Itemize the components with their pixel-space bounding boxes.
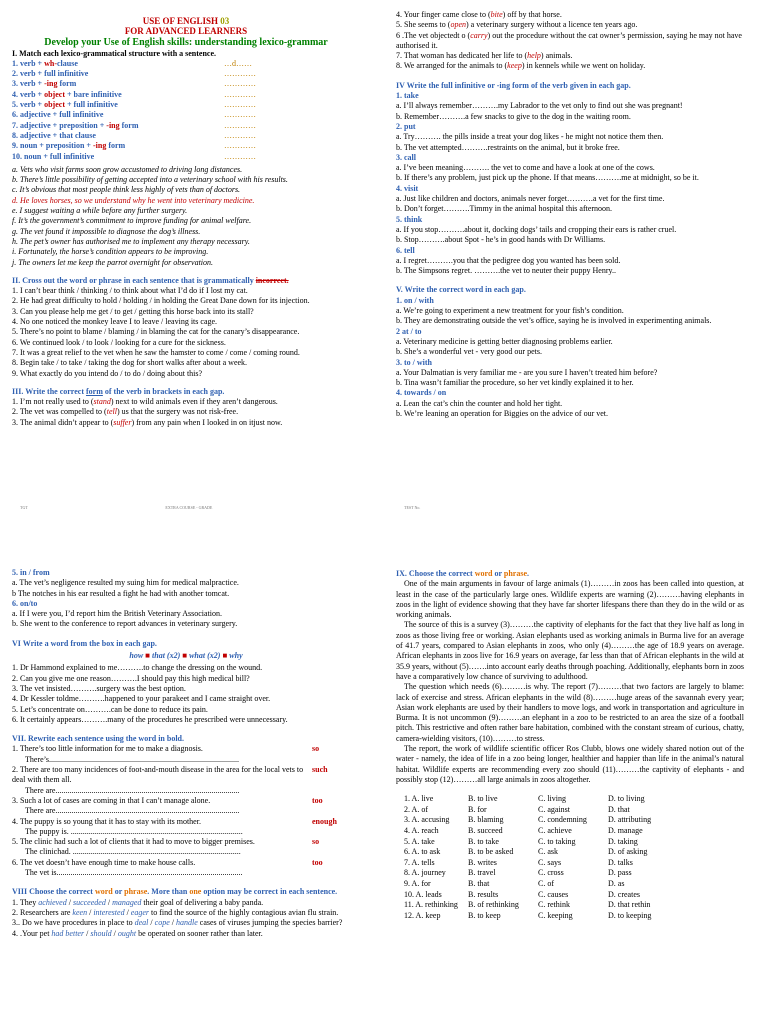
group-heading: 5. in / from — [12, 568, 50, 577]
section-6-items — [12, 663, 360, 725]
worksheet-title: USE OF ENGLISH 03 — [142, 16, 230, 26]
section-3-items-a — [12, 397, 360, 428]
answer-option: C. keeping — [538, 910, 573, 920]
exercise-item: b. They are demonstrating outside the vet’s office, saying he is involved in experimenting animals. — [396, 316, 712, 326]
verb-in-brackets: bite — [490, 10, 503, 19]
rewrite-item — [12, 817, 360, 838]
item-text: ) next to wild animals even if they aren’t dangerous. — [110, 397, 278, 407]
item-text: 5. The clinic had such a lot of clients that it had to move to bigger premises. — [12, 837, 255, 847]
structure-highlight: -ing — [106, 120, 120, 130]
answer-option: D. as — [608, 878, 625, 888]
structure-label — [12, 152, 224, 162]
structure-row — [12, 79, 360, 89]
item-text: 5. She seems to ( — [396, 20, 451, 30]
exercise-item: a. Lean the cat’s chin the counter and hold her tight. — [396, 398, 563, 408]
answer-option: 9. A. for — [404, 878, 431, 888]
answer-option: D. to keeping — [608, 910, 652, 920]
item-text: 7. That woman has dedicated her life to ( — [396, 51, 528, 61]
answer-option: B. to keep — [468, 910, 501, 920]
exercise-item: 2. He had great difficulty to hold / holding / in holding the Great Dane down for its injection. — [12, 296, 310, 306]
separator: / — [105, 897, 113, 907]
structure-highlight: object — [44, 89, 65, 99]
group-heading: 6. on/to — [12, 598, 38, 608]
answer-option: B. results — [468, 889, 499, 899]
item-text: 4. .Your pet — [12, 928, 52, 938]
item-text: ) in kennels while we went on holiday. — [521, 61, 646, 71]
page-footer-right: TEST No. — [404, 505, 421, 510]
structure-text: 3. verb + — [12, 79, 45, 89]
separator: / — [169, 918, 176, 928]
answer-option: 8. A. journey — [404, 868, 446, 878]
separator: / — [87, 907, 94, 917]
box-word: why — [229, 651, 243, 661]
structure-label — [12, 121, 224, 131]
exercise-item: 8. Begin take / to take / taking the dog for short walks after about a week. — [12, 358, 248, 368]
answer-option: C. causes — [538, 889, 569, 899]
sentence: j. The owners let me keep the parrot overnight for observation. — [12, 257, 214, 267]
structure-row — [12, 131, 360, 141]
answer-blank: ………… — [224, 151, 256, 161]
structure-text: + full infinitive — [65, 100, 118, 110]
sentence: h. The pet’s owner has authorised me to implement any therapy necessary. — [12, 236, 250, 246]
page-top-right — [384, 0, 748, 512]
answer-option: D. manage — [608, 826, 643, 836]
answer-option: 6. A. to ask — [404, 847, 441, 857]
sentence: c. It’s obvious that most people think less highly of vets than of doctors. — [12, 185, 241, 195]
structure-text: + bare infinitive — [65, 89, 122, 99]
box-word: that (x2) — [152, 651, 181, 661]
structure-row — [12, 152, 360, 162]
exercise-item: 6. We continued look / to look / looking for a cure for the sickness. — [12, 337, 226, 347]
answer-option: C. achieve — [538, 826, 572, 836]
answer-option: B. to be asked — [468, 847, 514, 857]
passage-paragraph-1: One of the main arguments in favour of large animals (1)………in zoos has been called into question, at least in the case of the particularly large ones. Wildlife experts are warning (2)………having elephants in zoos in the light of evidence showing that they have far shorter lifespans there than they do in the wild or as working animals. — [396, 579, 744, 620]
structure-text: 10. noun + full infinitive — [12, 151, 95, 161]
group-heading: 2 at / to — [396, 326, 422, 336]
key-word: such — [312, 765, 328, 775]
passage-paragraph-3: The question which needs (6)………is why. The report (7)………that two factors are largely to blame: lack of exercise and stress. African elephants in the wild (8)………huge areas of the savannah every year; Asian work elephants are used by their handlers to move logs, and work in transportation and agriculture in Burma. It is not uncommon (9)………an elephant in a zoo to be restricted to an area the size of a football pitch. This restrictive and often rather bare habitation, combined with the constant stream of curious, chatty, camera-wielding visitors, (10)………to stress. — [396, 682, 744, 743]
exercise-item: b. Don’t forget……….Timmy in the animal hospital this afternoon. — [396, 204, 613, 214]
separator: / — [84, 928, 91, 938]
rewrite-item — [12, 744, 360, 765]
structure-label — [12, 131, 224, 141]
answer-option: B. travel — [468, 868, 496, 878]
option: ought — [117, 928, 137, 938]
answer-option: 11. A. rethinking — [404, 900, 458, 910]
exercise-item: a. Your Dalmatian is very familiar me - are you sure I haven’t treated him before? — [396, 367, 658, 377]
answer-option: B. for — [468, 804, 487, 814]
separator: / — [148, 918, 155, 928]
group-heading: 4. visit — [396, 183, 419, 193]
item-text: 6. The vet doesn’t have enough time to make house calls. — [12, 857, 196, 867]
exercise-item: 5. Let’s concentrate on……….can be done to reduce its pain. — [12, 704, 208, 714]
exercise-item: b. We’re leaning an operation for Biggies on the advice of our vet. — [396, 408, 609, 418]
answer-option: B. blaming — [468, 815, 504, 825]
answer-option: 4. A. reach — [404, 826, 439, 836]
answer-option: C. ask — [538, 847, 558, 857]
answer-option: 5. A. take — [404, 836, 435, 846]
exercise-item — [396, 51, 744, 61]
exercise-item — [12, 908, 360, 918]
answer-option: C. says — [538, 857, 562, 867]
answer-option: C. rethink — [538, 900, 570, 910]
answer-option: D. that rethin — [608, 900, 651, 910]
answer-option: C. living — [538, 794, 567, 804]
section-5-items-a — [396, 296, 744, 420]
worksheet-heading: Develop your Use of English skills: understanding lexico-grammar — [44, 36, 328, 48]
answer-option: D. pass — [608, 868, 632, 878]
structure-label — [12, 100, 224, 110]
item-text: 1. There’s too little information for me to make a diagnosis. — [12, 744, 203, 754]
rewrite-item — [12, 796, 360, 817]
exercise-item: 9. What exactly do you intend do / to do / doing about this? — [12, 368, 203, 378]
answer-option: D. creates — [608, 889, 640, 899]
answer-option: 1. A. live — [404, 794, 434, 804]
structure-text: 6. adjective + full infinitive — [12, 110, 104, 120]
answer-option: C. to taking — [538, 836, 576, 846]
item-text: 1. I’m not really used to ( — [12, 397, 94, 407]
exercise-item: 1. I can’t bear think / thinking / to think about what I’d do if I lost my cat. — [12, 286, 248, 296]
answer-option: D. that — [608, 804, 630, 814]
item-text: 4. Your finger came close to ( — [396, 10, 491, 19]
answer-option: B. succeed — [468, 826, 503, 836]
exercise-item: a. The vet’s negligence resulted my suing him for medical malpractice. — [12, 578, 239, 588]
option: managed — [112, 897, 142, 907]
exercise-item: b. The vet attempted……….restraints on the animal, but it broke free. — [396, 142, 620, 152]
answer-option: C. against — [538, 804, 570, 814]
page-top-left — [0, 0, 364, 512]
separator: ■ — [143, 651, 153, 661]
group-heading: 6. tell — [396, 245, 415, 255]
exercise-item: 4. Dr Kessler toldme……….happened to your parakeet and I came straight over. — [12, 694, 271, 704]
word-box — [12, 651, 360, 661]
structure-label — [12, 79, 224, 89]
separator: / — [111, 928, 118, 938]
group-heading: 3. call — [396, 152, 416, 162]
option: eager — [130, 907, 150, 917]
answer-blank: ………… — [224, 120, 256, 130]
sentence: f. It’s the government’s commitment to improve funding for animal welfare. — [12, 216, 252, 226]
sentence: g. The vet found it impossible to diagnose the dog’s illness. — [12, 226, 201, 236]
exercise-item: 6. It certainly appears……….many of the procedures he prescribed were unnecessary. — [12, 714, 288, 724]
answer-option: 3. A. accusing — [404, 815, 450, 825]
exercise-item: 5. There’s no point to blame / blaming / in blaming the cat for the canary’s disappearance. — [12, 327, 300, 337]
group-heading: 3. to / with — [396, 357, 432, 367]
exercise-item — [396, 31, 744, 52]
exercise-item: b. Tina wasn’t familiar the procedure, so her vet kindly explained it to her. — [396, 378, 634, 388]
sentence: d. He loves horses, so we understand why he went into veterinary medicine. — [12, 195, 255, 205]
box-word: how — [129, 651, 144, 661]
item-text: 8. We arranged for the animals to ( — [396, 61, 508, 71]
answer-option: C. condemning — [538, 815, 587, 825]
structure-row — [12, 69, 360, 79]
exercise-item: b. If there’s any problem, just pick up the phone. If that means……….me at midnight, so be it. — [396, 173, 699, 183]
key-word: too — [312, 795, 323, 805]
answer-line: The puppy is. ...................................................................................... — [25, 826, 243, 836]
answer-line: There are............................................................................................ — [25, 806, 240, 816]
answer-blank: ………… — [224, 100, 256, 110]
structure-text: form — [57, 79, 77, 89]
box-word: what (x2) — [189, 651, 221, 661]
section-4-items — [396, 91, 744, 276]
item-text: 1. They — [12, 897, 39, 907]
answer-blank: ………… — [224, 110, 256, 120]
verb-in-brackets: suffer — [113, 417, 132, 427]
exercise-item — [12, 898, 360, 908]
exercise-item: b. She went to the conference to report advances in veterinary surgery. — [12, 619, 238, 629]
item-text: 3.. Do we have procedures in place to — [12, 918, 135, 928]
verb-in-brackets: tell — [106, 407, 117, 417]
exercise-item: b. Stop……….about Spot - he’s in good hands with Dr Williams. — [396, 235, 606, 245]
structure-label — [12, 110, 224, 120]
answer-option: B. to take — [468, 836, 499, 846]
section-9-title: IX. Choose the correct word or phrase. — [396, 569, 530, 578]
key-word: so — [312, 744, 320, 754]
group-heading: 5. think — [396, 214, 423, 224]
answer-option: B. to live — [468, 794, 498, 804]
item-text: 6 .The vet objectedt o ( — [396, 30, 471, 40]
section-8-items — [12, 898, 360, 939]
item-text: 2. Researchers are — [12, 907, 73, 917]
option: interested — [93, 907, 125, 917]
item-text: their goal of delivering a baby panda. — [141, 897, 264, 907]
structure-row — [12, 141, 360, 151]
item-text: ) a veterinary surgery without a licence ten years ago. — [466, 20, 638, 30]
exercise-item — [12, 407, 360, 417]
answer-blank: ………… — [224, 79, 256, 89]
structure-text: form — [106, 141, 126, 151]
structure-list — [12, 59, 360, 162]
exercise-item: a. Veterinary medicine is getting better diagnosing problems earlier. — [396, 336, 613, 346]
structure-text: 4. verb + — [12, 89, 45, 99]
key-word: too — [312, 857, 323, 867]
structure-highlight: -ing — [93, 141, 107, 151]
section-2-items — [12, 286, 360, 379]
option: cope — [154, 918, 170, 928]
sentence: i. Fortunately, the horse’s condition appears to be improving. — [12, 247, 209, 257]
exercise-item: b. She’s a wonderful vet - very good our pets. — [396, 347, 542, 357]
answer-option: C. cross — [538, 868, 564, 878]
verb-in-brackets: stand — [93, 397, 111, 407]
answer-option: B. that — [468, 878, 490, 888]
separator: ■ — [220, 651, 230, 661]
exercise-item: a. I’ll always remember……….my Labrador to the vet only to find out she was pregnant! — [396, 101, 683, 111]
exercise-item — [12, 397, 360, 407]
structure-label — [12, 90, 224, 100]
answer-option: D. of asking — [608, 847, 648, 857]
group-heading: 4. towards / on — [396, 388, 447, 398]
answer-blank: …d…… — [224, 58, 252, 68]
exercise-item — [396, 61, 744, 71]
exercise-item: b. The Simpsons regret. ……….the vet to neuter their puppy Henry.. — [396, 266, 616, 276]
answer-option: D. taking — [608, 836, 638, 846]
structure-row — [12, 90, 360, 100]
item-text: 4. The puppy is so young that it has to stay with its mother. — [12, 816, 201, 826]
structure-text: 7. adjective + preposition + — [12, 120, 107, 130]
rewrite-item — [12, 765, 360, 796]
exercise-item — [396, 10, 744, 20]
section-7-items — [12, 744, 360, 878]
structure-text: clause — [57, 58, 78, 68]
key-word: so — [312, 837, 320, 847]
exercise-item: a. Just like children and doctors, animals never forget……….a vet for the first time. — [396, 194, 665, 204]
answer-blank: ………… — [224, 130, 256, 140]
item-text: 3. Such a lot of cases are coming in that I can’t manage alone. — [12, 795, 211, 805]
structure-text: 5. verb + — [12, 100, 45, 110]
answer-option: 2. A. of — [404, 804, 428, 814]
exercise-item: 4. No one noticed the monkey leave I to leave / leaving its cage. — [12, 317, 218, 327]
item-text: cases of viruses jumping the species barrier? — [197, 918, 343, 928]
structure-label — [12, 141, 224, 151]
section-7-title: VII. Rewrite each sentence using the word in bold. — [12, 734, 184, 744]
exercise-item — [12, 918, 360, 928]
exercise-item: b The notches in his ear resulted a fight he had with another tomcat. — [12, 588, 230, 598]
structure-text: form — [119, 120, 139, 130]
item-text: 3. The animal didn’t appear to ( — [12, 417, 114, 427]
section-2-title: II. Cross out the word or phrase in each sentence that is grammatically incorrect. — [12, 275, 289, 285]
sentence: b. There’s little possibility of getting accepted into a veterinary school with his results. — [12, 175, 288, 185]
answer-line: The clinichad. .................................................................................... — [25, 847, 241, 857]
exercise-item: a. I’ve been meaning………. the vet to come and have a look at one of the cows. — [396, 163, 655, 173]
section-8-title: VIII Choose the correct word or phrase. More than one option may be correct in each sentence. — [12, 887, 338, 897]
separator: / — [124, 907, 131, 917]
structure-highlight: object — [44, 100, 65, 110]
exercise-item — [396, 20, 744, 30]
answer-option: D. to living — [608, 794, 645, 804]
exercise-item: a. If I were you, I’d report him the British Veterinary Association. — [12, 609, 223, 619]
structure-text: 2. verb + full infinitive — [12, 69, 89, 79]
structure-row — [12, 100, 360, 110]
answer-blank: ………… — [224, 141, 256, 151]
exercise-item: 7. It was a great relief to the vet when he saw the hamster to come / come / coming round. — [12, 347, 300, 357]
option: succeeded — [72, 897, 106, 907]
section-5-items-b — [12, 568, 360, 630]
exercise-item: 3. Can you please help me get / to get / getting this horse back into its stall? — [12, 306, 254, 316]
answer-option: C. of — [538, 878, 554, 888]
structure-highlight: -ing — [44, 79, 58, 89]
structure-row — [12, 110, 360, 120]
separator: / — [66, 897, 73, 907]
key-word: enough — [312, 816, 337, 826]
answer-option: 12. A. keep — [404, 910, 441, 920]
page-footer: TGT EXTRA COURSE - GRADE — [20, 505, 213, 510]
item-text: ) animals. — [540, 51, 573, 61]
item-text: be operated on sooner rather than later. — [136, 928, 263, 938]
answer-line: There’s............................................................................................... — [25, 754, 239, 764]
item-text: ) off by that horse. — [502, 10, 562, 19]
exercise-item: 3. The vet insisted……….surgery was the best option. — [12, 683, 186, 693]
exercise-item: a. If you stop……….about it, docking dogs’ tails and cropping their ears is rather cruel. — [396, 224, 677, 234]
verb-in-brackets: help — [527, 51, 541, 61]
exercise-item: 2. Can you give me one reason……….I should pay this high medical bill? — [12, 673, 250, 683]
option: achieved — [38, 897, 67, 907]
sentence-list — [12, 165, 360, 268]
structure-highlight: wh- — [44, 58, 57, 68]
answer-option: D. talks — [608, 857, 633, 867]
exercise-item: b. Remember……….a few snacks to give to the dog in the waiting room. — [396, 111, 631, 121]
item-text: to find the source of the highly contagious avian flu strain. — [149, 907, 339, 917]
option: had better — [51, 928, 85, 938]
item-text: 2. The vet was compelled to ( — [12, 407, 107, 417]
sentence: a. Vets who visit farms soon grow accustomed to driving long distances. — [12, 164, 243, 174]
answer-line: The vet is............................................................................................. — [25, 868, 243, 878]
structure-text: 8. adjective + that clause — [12, 130, 96, 140]
answer-option: D. attributing — [608, 815, 652, 825]
rewrite-item — [12, 858, 360, 879]
structure-label — [12, 69, 224, 79]
verb-in-brackets: keep — [507, 61, 522, 71]
section-5-title: V. Write the correct word in each gap. — [396, 285, 526, 295]
verb-in-brackets: carry — [470, 30, 488, 40]
group-heading: 1. take — [396, 91, 419, 101]
answer-blank: ………… — [224, 69, 256, 79]
answer-option: B. writes — [468, 857, 497, 867]
section-4-title: IV Write the full infinitive or -ing form of the verb given in each gap. — [396, 80, 631, 90]
worksheet-subtitle: FOR ADVANCED LEARNERS — [124, 26, 248, 37]
passage-paragraph-2: The source of this is a survey (3)………the captivity of elephants for the fact that they live half as long in zoos as those living free or working. Asian elephants used as working animals in Burma live for an average of 41.7 years, compared to Asian elephants in zoos, who only (4)………the age of 18.9 years on average. African elephants in zoos live for 16.9 years on average, far less than that of African elephants in the wild at 35.9 years, without (5)…….into account early deaths through poaching. Additionally, elephants born in zoos have a comparatively low chance of surviving to adulthood. — [396, 620, 744, 681]
answer-option: B. of rethinking — [468, 900, 519, 910]
section-3-title: III. Write the correct form of the verb in brackets in each gap. — [12, 386, 225, 396]
rewrite-item — [12, 837, 360, 858]
answer-option: 10. A. leads — [404, 889, 442, 899]
group-heading: 2. put — [396, 121, 416, 131]
group-heading: 1. on / with — [396, 295, 434, 305]
exercise-item: a. Try………. the pills inside a treat your dog likes - he might not notice them then. — [396, 132, 664, 142]
item-text: 2. There are too many incidences of foot-and-mouth disease in the area for the local vets to deal with them all. — [12, 765, 304, 785]
structure-row — [12, 59, 360, 69]
sentence: e. I suggest waiting a while before any further surgery. — [12, 206, 188, 216]
exercise-item: a. I regret……….you that the pedigree dog you wanted has been sold. — [396, 255, 621, 265]
structure-row — [12, 121, 360, 131]
answer-line: There are............................................................................................ — [25, 785, 240, 795]
section-6-title: VI Write a word from the box in each gap. — [12, 638, 157, 648]
verb-in-brackets: open — [450, 20, 466, 30]
page-bottom-right — [384, 512, 748, 1024]
item-text: ) from any pain when I looked in on itjust now. — [131, 417, 283, 427]
page-bottom-left — [0, 512, 364, 1024]
option: keen — [72, 907, 88, 917]
item-text: ) out the procedure without the cat owner’s permission, saying he may not have authorised it. — [396, 30, 742, 50]
structure-text: 1. verb + — [12, 58, 45, 68]
exercise-item: 1. Dr Hammond explained to me……….to change the dressing on the wound. — [12, 663, 263, 673]
item-text: ) us that the surgery was not risk-free. — [116, 407, 239, 417]
option: deal — [134, 918, 149, 928]
option: should — [90, 928, 112, 938]
passage-paragraph-4: The report, the work of wildlife scientific officer Ros Clubb, blows one widely shared notion out of the water - namely, the idea of life in a zoo being longer, healthier and happier than life in the animal’s natural habitat. Wildlife experts are recommending every zoo should (11)………the captivity of elephants - and possibly stop (12)………all large animals in zoos altogether. — [396, 744, 744, 784]
answer-option: 7. A. tells — [404, 857, 435, 867]
exercise-item — [12, 418, 360, 428]
option: handle — [175, 918, 198, 928]
structure-text: 9. noun + preposition + — [12, 141, 93, 151]
exercise-item: a. We’re going to experiment a new treatment for your fish’s condition. — [396, 306, 624, 316]
section-3-items-b — [396, 10, 744, 72]
separator: ■ — [180, 651, 190, 661]
answer-options — [404, 794, 744, 921]
exercise-item — [12, 929, 360, 939]
answer-blank: ………… — [224, 89, 256, 99]
structure-label — [12, 59, 224, 69]
section-1-title: I. Match each lexico-grammatical structure with a sentence. — [12, 48, 217, 58]
